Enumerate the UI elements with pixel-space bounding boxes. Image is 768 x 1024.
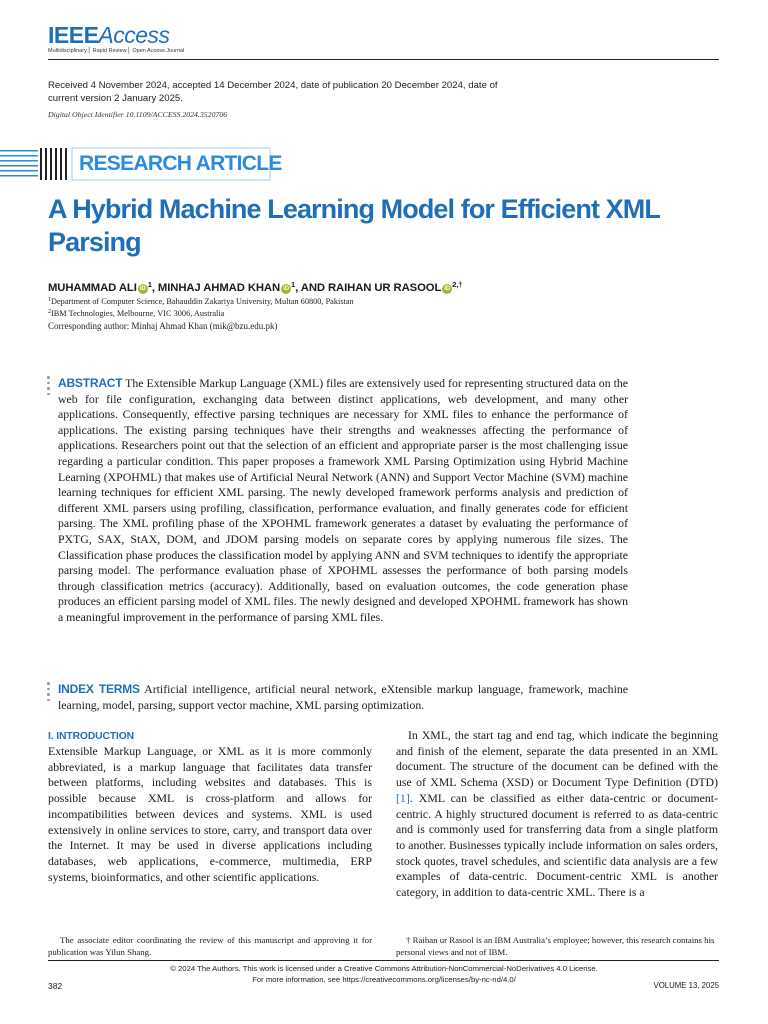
intro-column-2: In XML, the start tag and end tag, which indicate the beginning and finish of the element, separate the data presented in an XML document. The structure of the document can be defined with the use of XML Schema (XSD) or Document Type Definition (DTD) [1]. XML can be classified as either data-centric or document-centric. A highly structured document is referred to as data-centric and is commonly used for transferring data from a single platform to another. Businesses typically include information on sales orders, stock quotes, travel schedules, and scientific data analysis are a few examples of data-centric. Document-centric XML is another category, in addition to data-centric XML. There is a [396, 728, 718, 900]
section-heading-introduction: I. INTRODUCTION [48, 731, 135, 742]
license-line-2[interactable]: For more information, see https://creativecommons.org/licenses/by-nc-nd/4.0/ [252, 974, 516, 984]
license-line-1: © 2024 The Authors. This work is licensed under a Creative Commons Attribution-NonCommercial-NoDerivatives 4.0 License. [170, 964, 598, 973]
received-dates: Received 4 November 2024, accepted 14 December 2024, date of publication 20 December 2024, date of current version 2 January 2025. [48, 80, 498, 104]
orcid-icon[interactable]: iD [442, 284, 452, 294]
affiliation-2: $^2$IBM Technologies, Melbourne, VIC 3006, Australia [48, 309, 225, 318]
citation-link[interactable]: [1] [396, 790, 410, 805]
abstract-dots-icon [47, 376, 50, 398]
header-rule [48, 59, 719, 60]
abstract [58, 376, 628, 626]
index-terms-text: Artificial intelligence, artificial neural network, eXtensible markup language, framework, machine learning, model, parsing, support vector machine, XML parsing optimization. [58, 682, 628, 712]
index-terms [58, 682, 628, 713]
index-terms-label: INDEX TERMS [58, 682, 140, 696]
logo-tagline: Multidisciplinary ⎜ Rapid Review ⎜ Open Access Journal [48, 48, 185, 54]
journal-logo [48, 22, 184, 54]
orcid-icon[interactable]: iD [281, 284, 291, 294]
author-1-affil: 1 [147, 280, 152, 289]
footer-rule [48, 960, 719, 961]
corresponding-author: Corresponding author: Minhaj Ahmad Khan (mik@bzu.edu.pk) [48, 321, 278, 331]
intro-column-1: Extensible Markup Language, or XML as it is more commonly abbreviated, is a markup language that facilitates data transfer between platforms, including websites and databases. This is possible because XML is cross-platform and allows for incompatibilities between devices and systems. XML is used extensively in online services to store, carry, and transport data over the Internet. It may be used in diverse applications including databases, web applications, e-commerce, multimedia, ERP systems, bioinformatics, and other scientific applications. [48, 744, 372, 884]
article-type-label: RESEARCH ARTICLE [79, 152, 282, 175]
logo-ieee: IEEE [48, 22, 99, 48]
paper-title: A Hybrid Machine Learning Model for Efficient XML Parsing [48, 194, 660, 257]
doi: Digital Object Identifier 10.1109/ACCESS.2024.3520706 [48, 110, 228, 119]
orcid-icon[interactable]: iD [138, 284, 148, 294]
author-3: , AND RAIHAN UR RASOOL [295, 282, 442, 294]
editor-footnote: The associate editor coordinating the review of this manuscript and approving it for publication was Yilun Shang. [48, 935, 372, 957]
page-number: 382 [48, 981, 63, 991]
author-list [48, 280, 728, 294]
volume-label: VOLUME 13, 2025 [653, 981, 719, 990]
author-3-affil: 2,† [452, 280, 463, 289]
abstract-text: The Extensible Markup Language (XML) files are extensively used for representing structured data on the web for file configuration, exchanging data between distinct applications, web development, and many other applications. Consequently, effective parsing techniques are necessary for XML files to enhance the performance of applications. The existing parsing techniques have their strengths and weaknesses affecting the performance of applications. Researchers point out that the selection of an efficient and appropriate parser is the most challenging issue regarding a particular condition. This paper proposes a framework XML Parsing Optimization using Hybrid Machine Learning (XPOHML) that makes use of Artificial Neural Network (ANN) and Support Vector Machine (SVM) machine learning techniques for efficient XML parsing. The newly developed framework performs analysis and prediction of different XML parsers using profiling, classification, performance evaluation, and finally generates code for efficient parsing. The XML profiling phase of the XPOHML framework generates a dataset by evaluating the performance of PXTG, SAX, StAX, DOM, and JDOM parsing models on separate cores by applying numerous file sizes. The Classification phase produces the classification model by applying ANN and SVM techniques to identify the appropriate parsing model. The performance evaluation phase of XPOHML assesses the performance of both parsing models through classification metrics (accuracy). Additionally, based on evaluation outcomes, the code generation phase produces an efficient parsing model of XML files. The newly designed and developed XPOHML framework has shown a meaningful improvement in the performance of parsing XML files. [58, 376, 628, 624]
logo-access: Access [98, 22, 170, 48]
index-terms-dots-icon [47, 682, 50, 704]
affiliation-1: $^1$Department of Computer Science, Bahauddin Zakariya University, Multan 60800, Pakistan [48, 297, 354, 306]
author-1: MUHAMMAD ALI [48, 282, 137, 294]
affiliations [48, 295, 354, 319]
dagger-footnote: † Raihan ur Rasool is an IBM Australia’s employee; however, this research contains his personal views and not of IBM. [396, 935, 715, 957]
author-2: , MINHAJ AHMAD KHAN [151, 282, 281, 294]
author-2-affil: 1 [291, 280, 296, 289]
abstract-label: ABSTRACT [58, 376, 123, 390]
